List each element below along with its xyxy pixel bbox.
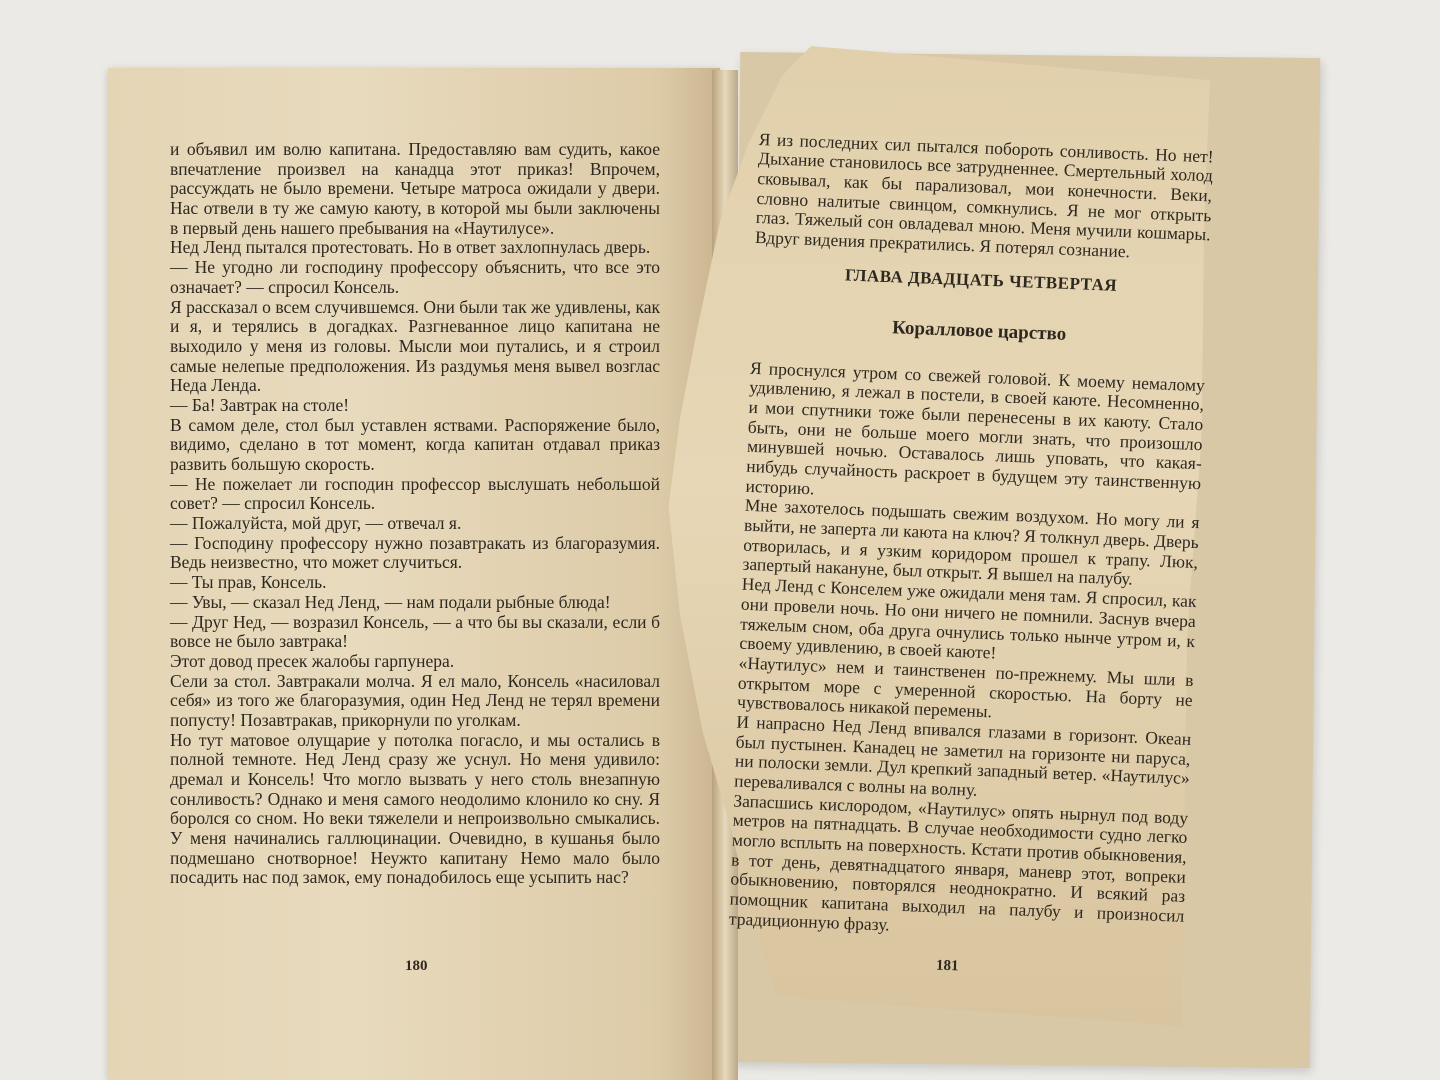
left-page-text: и объявил им волю капитана. Предоставляю вам судить, какое впечатление произвел на канадца этот приказ! Впрочем, рассуждать не было времени. Четыре матроса ожидали у двери. Нас отвели в ту же самую каюту, в которой мы были заключены в первый день нашего пребывания на «Наутилусе». Нед Ленд пытался протестовать. Но в ответ захлопнулась дверь. — Не угодно ли господину профессору объяснить, что все это означает? — спросил Консель. Я рассказал о всем случившемся. Они были так же удивлены, как и я, и терялись в догадках. Разгневанное лицо капитана не выходило у меня из головы. Мысли мои путались, и я строил самые нелепые предположения. Из раздумья меня вывел возглас Неда Ленда. — Ба! Завтрак на столе! В самом деле, стол был уставлен яствами. Распоряжение было, видимо, сделано в тот момент, когда капитан отдавал приказ развить большую скорость. — Не пожелает ли господин профессор выслушать небольшой совет? — спросил Консель. — Пожалуйста, мой друг, — отвечал я. — Господину профессору нужно позавтракать из благоразумия. Ведь неизвестно, что может случиться. — Ты прав, Консель. — Увы, — сказал Нед Ленд, — нам подали рыбные блюда! — Друг Нед, — возразил Консель, — а что бы вы сказали, если б вовсе не было завтрака! Этот довод пресек жалобы гарпунера. Сели за стол. Завтракали молча. Я ел мало, Консель «насиловал себя» из того же благоразумия, один Нед Ленд не терял времени попусту! Позавтракав, прикорнули по уголкам. Но тут матовое олущарие у потолка погасло, и мы остались в полной темноте. Нед Ленд сразу же уснул. Но меня удивило: дремал и Консель! Что могло вызвать у него столь внезапную сонливость? Однако и меня самого неодолимо клонило ко сну. Я боролся со сном. Но веки тяжелели и непроизвольно смыкались. У меня начинались галлюцинации. Очевидно, в кушанья было подмешано снотворное! Неужто капитану Немо мало было посадить нас под замок, ему понадобилось еще усыпить нас?	[170, 139, 660, 888]
left-page-number: 180	[405, 958, 428, 974]
chapter-heading: ГЛАВА ДВАДЦАТЬ ЧЕТВЕРТАЯ	[844, 265, 1118, 295]
right-page-number: 181	[935, 957, 959, 975]
right-page-intro: Я из последних сил пытался побороть сонливость. Но нет! Дыхание становилось все затрудненнее. Смертельный холод сковывал, как бы парализовал, мои конечности. Веки, словно налитые свинцом, сомкнулись. Я не мог открыть глаз. Тяжелый сон овладевал мною. Меня мучили кошмары. Вдруг видения прекратились. Я потерял сознание.	[754, 128, 1214, 262]
right-page-body: Я проснулся утром со свежей головой. К моему немалому удивлению, я лежал в постели, в своей каюте. Несомненно, и мои спутники тоже были перенесены в их каюту. Стало быть, они не больше моего могли знать, что произошло минувшей ночью. Оставалось лишь уповать, что какая-нибудь случайность раскроет в будущем эту таинственную историю. Мне захотелось подышать свежим воздухом. Но могу ли я выйти, не заперта ли каюта на ключ? Я толкнул дверь. Дверь отворилась, и я узким коридором прошел к трапу. Люк, запертый накануне, был открыт. Я вышел на палубу. Нед Ленд с Конселем уже ожидали меня там. Я спросил, как они провели ночь. Но они ничего не помнили. Заснув вчера тяжелым сном, оба друга очнулись только нынче утром и, к своему удивлению, в своей каюте! «Наутилус» нем и таинственен по-прежнему. Мы шли в открытом море с умеренной скоростью. На борту не чувствовалось никакой перемены. И напрасно Нед Ленд впивался глазами в горизонт. Океан был пустынен. Канадец не заметил на горизонте ни паруса, ни полоски земли. Дул крепкий западный ветер. «Наутилус» переваливался с волны на волну. Запасшись кислородом, «Наутилус» опять нырнул под воду метров на пятнадцать. В случае необходимости судно легко могло всплыть на поверхность. Кстати против обыкновения, в тот день, девятнадцатого января, маневр этот, вопреки обыкновению, повторялся неоднократно. И всякий раз помощник капитана выходил на палубу и произносил традиционную фразу.	[728, 357, 1206, 935]
right-page-text	[729, 110, 1215, 946]
chapter-title: Коралловое царство	[891, 317, 1067, 346]
